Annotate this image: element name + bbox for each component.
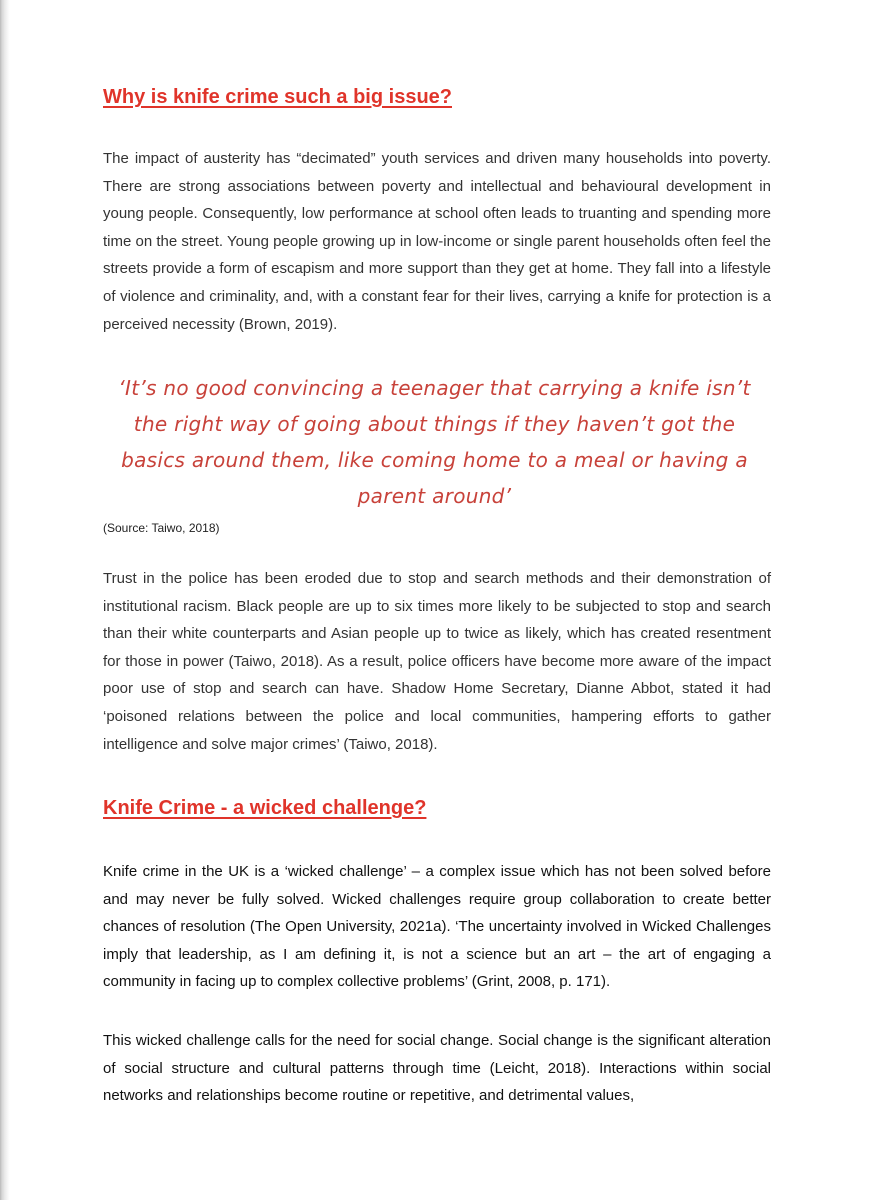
- quote-source: (Source: Taiwo, 2018): [103, 521, 220, 535]
- page-edge-shadow: [0, 0, 10, 1200]
- paragraph-police-trust: Trust in the police has been eroded due to stop and search methods and their demonstration of institutional racism. Black people are up to six times more likely to be subjected to stop and search than their white counterparts and Asian people up to twice as likely, which has created resentment for those in power (Taiwo, 2018). As a result, police officers have become more aware of the impact poor use of stop and search can have. Shadow Home Secretary, Dianne Abbot, stated it had ‘poisoned relations between the police and local communities, hampering efforts to gather intelligence and solve major crimes’ (Taiwo, 2018).: [103, 570, 771, 753]
- paragraph-austerity: The impact of austerity has “decimated” youth services and driven many households into poverty. There are strong associations between poverty and intellectual and behavioural development in young people. Consequently, low performance at school often leads to truanting and spending more time on the street. Young people growing up in low-income or single parent households often feel the streets provide a form of escapism and more support than they get at home. They fall into a lifestyle of violence and criminality, and, with a constant fear for their lives, carrying a knife for protection is a perceived necessity (Brown, 2019).: [103, 150, 771, 333]
- section-heading-knife-crime-issue: Why is knife crime such a big issue?: [103, 86, 452, 108]
- section-heading-wicked-challenge: Knife Crime - a wicked challenge?: [103, 797, 427, 819]
- paragraph-wicked-challenge: Knife crime in the UK is a ‘wicked challenge’ – a complex issue which has not been solved before and may never be fully solved. Wicked challenges require group collaboration to create better chances of resolution (The Open University, 2021a). ‘The uncertainty involved in Wicked Challenges imply that leadership, as I am defining it, is not a science but an art – the art of engaging a community in facing up to complex collective problems’ (Grint, 2008, p. 171).: [103, 863, 771, 991]
- pull-quote: ‘It’s no good convincing a teenager that carrying a knife isn’t the right way of going about things if they haven’t got the basics around them, like coming home to a meal or having a parent around’: [118, 376, 751, 508]
- paragraph-social-change: This wicked challenge calls for the need for social change. Social change is the significant alteration of social structure and cultural patterns through time (Leicht, 2018). Interactions within social networks and relationships become routine or repetitive, and detrimental values,: [103, 1032, 771, 1105]
